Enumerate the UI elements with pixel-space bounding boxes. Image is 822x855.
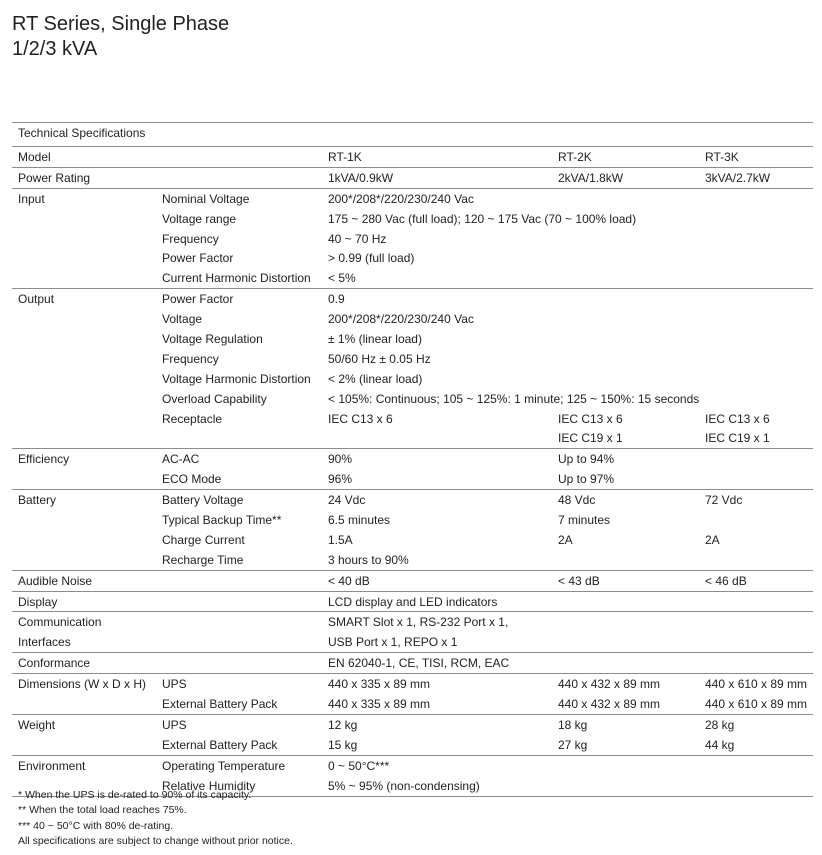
spec-value-rt1k: 40 ~ 70 Hz: [328, 231, 387, 246]
spec-category: Dimensions (W x D x H): [12, 674, 156, 694]
spec-value-rt1k: 200*/208*/220/230/240 Vac: [322, 188, 813, 208]
spec-value-rt2k: 18 kg: [552, 714, 699, 734]
spec-item: [156, 591, 322, 612]
spec-value-rt3k: 440 x 610 x 89 mm: [705, 696, 808, 711]
spec-item: Frequency: [162, 231, 219, 246]
spec-category: [12, 229, 156, 249]
spec-value-rt1k: [322, 428, 552, 448]
spec-item: Voltage range: [162, 211, 237, 226]
spec-value-rt1k: 200*/208*/220/230/240 Vac: [328, 312, 474, 327]
spec-value-rt1k: 24 Vdc: [322, 490, 552, 510]
spec-item: Relative Humidity: [156, 776, 322, 796]
table-row: [12, 632, 813, 652]
spec-item: Voltage Harmonic Distortion: [162, 371, 311, 386]
table-row: [12, 147, 813, 168]
table-row: [12, 449, 813, 469]
spec-category: Battery: [12, 490, 156, 510]
table-row: [12, 248, 813, 268]
spec-value-rt1k: > 0.99 (full load): [328, 251, 415, 266]
spec-item: Receptacle: [162, 411, 223, 426]
spec-value-rt3k: < 46 dB: [699, 570, 813, 591]
page-subtitle: 1/2/3 kVA: [12, 38, 98, 60]
spec-category: [12, 309, 156, 329]
spec-value-rt1k: 440 x 335 x 89 mm: [328, 696, 431, 711]
spec-category: [12, 389, 156, 409]
table-row: [12, 409, 813, 429]
table-row: [12, 591, 813, 612]
spec-item: Operating Temperature: [156, 755, 322, 775]
table-row: [12, 209, 813, 229]
spec-value-rt3k: 72 Vdc: [699, 490, 813, 510]
section-header: [12, 122, 813, 147]
spec-item: Voltage: [162, 312, 203, 327]
spec-value-rt2k: IEC C13 x 6: [558, 411, 623, 426]
spec-item: [156, 428, 322, 448]
spec-category: [12, 510, 156, 530]
spec-value-rt2k: 2kVA/1.8kW: [552, 167, 699, 188]
spec-item: Frequency: [162, 351, 219, 366]
spec-value-rt3k: 44 kg: [705, 737, 735, 752]
spec-item: Battery Voltage: [156, 490, 322, 510]
spec-value-rt1k: EN 62040-1, CE, TISI, RCM, EAC: [322, 653, 813, 674]
spec-item: [156, 612, 322, 632]
spec-value-rt1k: IEC C13 x 6: [328, 411, 393, 426]
spec-value-rt3k: 28 kg: [699, 714, 813, 734]
spec-value-rt2k: 2A: [558, 532, 573, 547]
spec-value-rt3k: [699, 469, 813, 489]
table-row: [12, 550, 813, 570]
spec-category: [12, 550, 156, 570]
spec-item: Power Factor: [156, 289, 322, 309]
spec-value-rt2k: 440 x 432 x 89 mm: [552, 674, 699, 694]
spec-value-rt1k: 96%: [328, 472, 353, 487]
spec-item: [156, 147, 322, 168]
spec-value-rt3k: 3kVA/2.7kW: [699, 167, 813, 188]
spec-category: Power Rating: [12, 167, 156, 188]
spec-category: Audible Noise: [12, 570, 156, 591]
spec-value-rt1k: 1.5A: [328, 532, 353, 547]
table-row: [12, 714, 813, 734]
spec-category: Conformance: [12, 653, 156, 674]
spec-value-rt2k: Up to 94%: [552, 449, 699, 469]
spec-category: Input: [12, 188, 156, 208]
footnotes: [18, 788, 293, 850]
spec-category: [12, 268, 156, 288]
spec-value-rt2k: < 43 dB: [552, 570, 699, 591]
spec-item: Nominal Voltage: [156, 188, 322, 208]
table-row: [12, 490, 813, 510]
table-row: [12, 309, 813, 329]
spec-value-rt2k: Up to 97%: [558, 472, 615, 487]
spec-category: Weight: [12, 714, 156, 734]
table-row: [12, 570, 813, 591]
spec-value-rt1k: 5% ~ 95% (non-condensing): [322, 776, 813, 796]
spec-value-rt3k: 2A: [705, 532, 720, 547]
table-row: [12, 510, 813, 530]
spec-category: Efficiency: [12, 449, 156, 469]
spec-item: [156, 632, 322, 652]
spec-value-rt2k: 440 x 432 x 89 mm: [558, 696, 661, 711]
table-row: [12, 674, 813, 694]
spec-value-rt1k: USB Port x 1, REPO x 1: [328, 635, 458, 650]
footnote: *** 40 ~ 50°C with 80% de-rating.: [18, 819, 174, 832]
spec-value-rt1k: 90%: [322, 449, 552, 469]
spec-item: Voltage Regulation: [162, 331, 263, 346]
spec-category: Environment: [12, 755, 156, 775]
spec-category: [12, 735, 156, 755]
table-row: [12, 289, 813, 309]
spec-item: UPS: [156, 714, 322, 734]
spec-item: External Battery Pack: [162, 737, 278, 752]
spec-item: Charge Current: [162, 532, 245, 547]
spec-value-rt1k: < 40 dB: [322, 570, 552, 591]
spec-value-rt2k: 27 kg: [558, 737, 588, 752]
spec-category: [12, 428, 156, 448]
spec-item: Current Harmonic Distortion: [162, 271, 311, 286]
spec-value-rt3k: RT-3K: [699, 147, 813, 168]
table-row: [12, 229, 813, 249]
table-row: [12, 653, 813, 674]
table-row: [12, 530, 813, 550]
spec-value-rt1k: 6.5 minutes: [328, 512, 391, 527]
spec-value-rt1k: 0 ~ 50°C***: [322, 755, 813, 775]
spec-value-rt3k: IEC C19 x 1: [705, 431, 770, 446]
spec-category: Interfaces: [18, 635, 71, 650]
spec-value-rt1k: 0.9: [322, 289, 813, 309]
table-row: [12, 755, 813, 775]
spec-value-rt3k: [699, 449, 813, 469]
spec-category: Display: [12, 591, 156, 612]
spec-value-rt1k: RT-1K: [322, 147, 552, 168]
spec-category: [12, 469, 156, 489]
spec-category: Model: [12, 147, 156, 168]
spec-value-rt2k: IEC C19 x 1: [558, 431, 623, 446]
spec-category: [12, 349, 156, 369]
spec-item: Recharge Time: [162, 552, 244, 567]
table-row: [12, 469, 813, 489]
spec-item: Power Factor: [162, 251, 234, 266]
spec-value-rt1k: < 5%: [328, 271, 356, 286]
spec-value-rt1k: LCD display and LED indicators: [322, 591, 813, 612]
spec-value-rt1k: < 2% (linear load): [328, 371, 423, 386]
spec-value-rt1k: < 105%: Continuous; 105 ~ 125%: 1 minute; 125 ~ 150%: 15 seconds: [328, 391, 700, 406]
spec-value-rt1k: 50/60 Hz ± 0.05 Hz: [328, 351, 431, 366]
spec-value-rt1k: 3 hours to 90%: [328, 552, 409, 567]
spec-item: AC-AC: [156, 449, 322, 469]
spec-value-rt2k: 48 Vdc: [552, 490, 699, 510]
spec-item: Typical Backup Time**: [162, 512, 282, 527]
spec-category: [12, 329, 156, 349]
spec-category: Communication: [12, 612, 156, 632]
table-row: [12, 389, 813, 409]
spec-value-rt2k: RT-2K: [552, 147, 699, 168]
spec-value-rt3k: 440 x 610 x 89 mm: [699, 674, 813, 694]
spec-value-rt2k: 7 minutes: [558, 512, 611, 527]
spec-table: [12, 146, 813, 797]
spec-item: [156, 570, 322, 591]
spec-category: [12, 248, 156, 268]
spec-value-rt1k: 175 ~ 280 Vac (full load); 120 ~ 175 Vac (70 ~ 100% load): [328, 211, 637, 226]
table-row: [12, 428, 813, 448]
spec-value-rt1k: 15 kg: [328, 737, 358, 752]
spec-value-rt1k: SMART Slot x 1, RS-232 Port x 1,: [322, 612, 813, 632]
section-label: Technical Specifications: [18, 126, 146, 140]
spec-category: [12, 530, 156, 550]
spec-category: Output: [12, 289, 156, 309]
table-row: [12, 268, 813, 288]
spec-item: [156, 167, 322, 188]
spec-value-rt1k: 1kVA/0.9kW: [322, 167, 552, 188]
spec-category: [12, 694, 156, 714]
spec-item: Overload Capability: [162, 391, 267, 406]
footnote: ** When the total load reaches 75%.: [18, 804, 187, 817]
table-row: [12, 349, 813, 369]
table-row: [12, 369, 813, 389]
spec-category: [12, 409, 156, 429]
table-row: [12, 612, 813, 632]
spec-item: [156, 653, 322, 674]
table-row: [12, 167, 813, 188]
spec-value-rt3k: [699, 510, 813, 530]
table-row: [12, 694, 813, 714]
spec-category: [12, 209, 156, 229]
page-title: RT Series, Single Phase: [12, 13, 230, 35]
footnote: * When the UPS is de-rated to 90% of its capacity.: [18, 789, 252, 801]
table-row: [12, 329, 813, 349]
spec-category: [12, 369, 156, 389]
footnote: All specifications are subject to change without prior notice.: [18, 835, 293, 848]
spec-value-rt1k: 12 kg: [322, 714, 552, 734]
spec-item: UPS: [156, 674, 322, 694]
table-row: [12, 735, 813, 755]
spec-value-rt3k: IEC C13 x 6: [705, 411, 770, 426]
spec-value-rt1k: 440 x 335 x 89 mm: [322, 674, 552, 694]
table-row: [12, 188, 813, 208]
spec-item: External Battery Pack: [162, 696, 278, 711]
spec-item: ECO Mode: [162, 472, 222, 487]
spec-value-rt1k: ± 1% (linear load): [328, 331, 422, 346]
